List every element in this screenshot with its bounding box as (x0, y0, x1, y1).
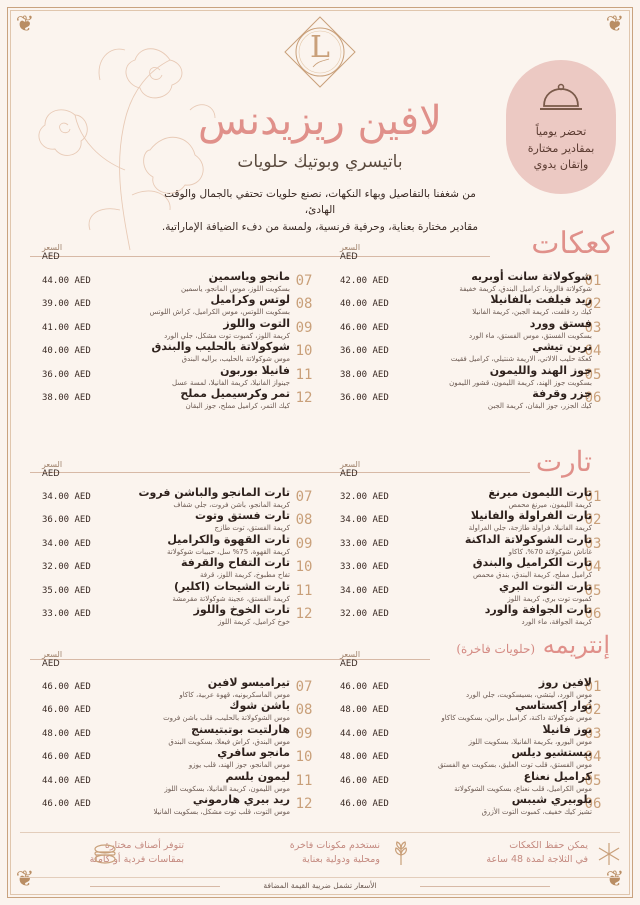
item-number: 04 (584, 559, 602, 576)
item-price: 34.00 AED (42, 538, 91, 549)
feature-line: تتوفر أصناف مختارة (104, 840, 184, 851)
item-number: 04 (584, 343, 602, 360)
item-number: 08 (295, 296, 313, 313)
section-title-cakes: كعكات (531, 226, 614, 261)
item-number: 10 (295, 559, 313, 576)
item-price: 32.00 AED (42, 562, 91, 573)
snowflake-icon (596, 841, 622, 867)
menu-item (0, 387, 640, 413)
item-name: تارت الخوخ واللوز (193, 603, 290, 616)
menu-item (0, 746, 640, 772)
item-number: 12 (295, 390, 313, 406)
item-description: شوكولاتة فالرونا، كراميل البندق، كريمة خفيفة (459, 285, 592, 293)
item-name: التوت واللوز (223, 316, 290, 330)
corner-ornament-icon: ❦ (15, 867, 35, 892)
vat-note: الأسعار تشمل ضريبة القيمة المضافة (263, 881, 377, 890)
item-number: 09 (295, 725, 313, 742)
item-name: تارت الليمون ميرنغ (488, 486, 592, 499)
item-number: 03 (584, 535, 602, 552)
currency-label: AED (42, 659, 60, 669)
badge-line: تحضر يومياً (535, 125, 587, 138)
item-name: هارلتيت بوتبتيسنج (191, 722, 290, 736)
feature-line: بمقاسات فردية أو كاملة (89, 853, 184, 865)
item-price: 36.00 AED (42, 515, 91, 526)
item-description: موس الماسكربونيه، قهوة عربية، كاكاو (179, 691, 290, 699)
item-name: مانجو سافري (217, 746, 290, 760)
item-name: كراميل نعناع (523, 769, 592, 783)
item-description: كريمة المانجو، باشن فروت، جلي شفاف (173, 501, 290, 509)
badge-line: وإتقان يدوي (533, 158, 589, 171)
brand-title: لافين ريزيدنس (198, 98, 442, 144)
macaron-icon (92, 841, 118, 867)
intro-text (150, 186, 490, 235)
item-number: 05 (584, 772, 602, 789)
feature-line: في الثلاجة لمدة 48 ساعة (486, 853, 588, 865)
price-column-header (42, 650, 62, 669)
item-description: خوخ كراميل، كريمة اللوز (217, 618, 290, 626)
item-description: تشيز كيك خفيف، كمبوت التوت الأزرق (481, 808, 592, 816)
item-number: 01 (584, 679, 602, 695)
section-subtitle: (حلويات فاخرة) (456, 642, 536, 656)
item-price: 36.00 AED (340, 393, 389, 403)
item-price: 44.00 AED (340, 728, 389, 739)
item-name: باشن شوك (229, 699, 290, 713)
item-name: شوكولاتة بالحليب والبندق (151, 340, 290, 354)
section-title-text: إنتريمه (542, 631, 610, 659)
logo-letter: L (310, 30, 330, 65)
item-price: 41.00 AED (42, 322, 91, 333)
item-price: 46.00 AED (42, 799, 91, 809)
item-price: 46.00 AED (340, 322, 389, 333)
item-number: 01 (584, 273, 602, 289)
feature-line: يمكن حفظ الكعكات (509, 840, 588, 851)
item-description: موس شوكولاتة بالحليب، براليه البندق (181, 355, 290, 364)
menu-item (0, 270, 640, 296)
price-column-header (340, 650, 360, 669)
price-header-label: السعر (340, 460, 361, 469)
menu-item (0, 723, 640, 749)
item-number: 10 (295, 749, 313, 766)
currency-label: AED (340, 252, 358, 262)
item-description: كيك التمر، كراميل مملح، جوز البقان (185, 402, 290, 410)
item-number: 07 (295, 679, 313, 695)
item-price: 33.00 AED (340, 562, 389, 573)
wheat-icon (388, 841, 414, 867)
currency-label: AED (340, 659, 358, 669)
item-number: 12 (295, 796, 313, 812)
feature-ingredients (230, 839, 380, 873)
menu-item (0, 509, 640, 535)
footer-rule (90, 886, 220, 887)
footer-rule (420, 886, 550, 887)
item-price: 44.00 AED (42, 775, 91, 786)
item-price: 42.00 AED (340, 276, 389, 286)
price-column-header (42, 243, 62, 262)
badge-line: بمقادير مختارة (527, 141, 595, 155)
feature-line: ومحلية ودولية بعناية (302, 853, 380, 865)
item-number: 04 (584, 749, 602, 766)
item-price: 40.00 AED (340, 299, 389, 310)
item-description: كيك الجزر، جوز البقان، كريمة الجبن (487, 402, 592, 410)
menu-item (0, 364, 640, 390)
price-column-header (340, 243, 360, 262)
price-header-label: السعر (340, 243, 361, 252)
item-description: كريمة الجوافة، ماء الورد (521, 618, 592, 626)
section-divider (30, 659, 430, 660)
price-column-header (42, 460, 62, 479)
item-number: 03 (584, 319, 602, 336)
item-description: غاناش شوكولاتة 70%، كاكاو (508, 547, 592, 556)
item-description: كريمة الفستق، توت طازج (214, 524, 290, 533)
brand-subtitle: باتيسري وبوتيك حلويات (237, 152, 403, 172)
menu-item (0, 676, 640, 702)
item-price: 36.00 AED (340, 346, 389, 357)
item-description: موس الكراميل، قلب نعناع، بسكويت الشوكولاتة (454, 784, 592, 793)
item-name: لوتس وكراميل (210, 293, 290, 307)
item-name: تارت المانجو والباشن فروت (138, 486, 290, 499)
item-name: تارت الكراميل والبندق (472, 556, 592, 570)
item-description: بسكويت اللوز، موس المانجو، ياسمين (181, 285, 290, 293)
item-price: 34.00 AED (340, 585, 389, 596)
item-price: 40.00 AED (42, 346, 91, 357)
item-name: لافين روز (538, 676, 592, 689)
item-name: تارت التوت البري (499, 579, 592, 593)
item-description: موس شوكولاتة داكنة، كراميل برالين، بسكويت كاكاو (441, 714, 592, 723)
item-price: 46.00 AED (42, 705, 91, 716)
item-number: 12 (295, 606, 313, 622)
item-number: 11 (295, 772, 313, 789)
item-number: 11 (295, 582, 313, 599)
menu-item (0, 293, 640, 319)
item-number: 09 (295, 535, 313, 552)
item-number: 11 (295, 366, 313, 383)
item-description: كريمة الفانيلا، فراولة طازجة، جلي الفراولة (468, 524, 592, 533)
feature-storage (438, 839, 588, 873)
menu-item (0, 317, 640, 343)
corner-ornament-icon: ❦ (605, 867, 625, 892)
item-name: تارت الشوكولاتة الداكنة (464, 532, 592, 546)
cloche-icon (539, 82, 583, 116)
item-price: 36.00 AED (42, 369, 91, 380)
item-name: تارت الفراولة والفانيلا (470, 509, 592, 523)
item-description: موس المانجو، جوز الهند، قلب يوزو (188, 761, 290, 770)
item-name: نُوار إكستاسي (515, 699, 592, 713)
item-price: 46.00 AED (42, 682, 91, 692)
item-description: موس التوت، قلب توت مشكل، بسكويت الفانيلا (153, 808, 290, 816)
item-name: ريد فيلفت بالفانيلا (490, 293, 592, 307)
item-description: كريمة الليمون، ميرنغ محمص (508, 501, 592, 509)
item-number: 09 (295, 319, 313, 336)
item-number: 02 (584, 512, 602, 529)
item-number: 01 (584, 489, 602, 505)
item-description: كريمة القهوة، 75% سل، حبيبات شوكولاتة (167, 547, 290, 556)
item-name: تارت الشيحات (اكلير) (173, 579, 290, 593)
item-number: 07 (295, 273, 313, 289)
item-price: 48.00 AED (42, 728, 91, 739)
item-description: كمبوت توت بري، كريمة اللوز (507, 594, 592, 603)
item-name: ليمون بلسم (225, 769, 290, 783)
item-description: موس الليمون، كريمة الفانيلا، بسكويت اللوز (164, 784, 290, 793)
intro-line: مقادير مختارة بعناية، وحرفية فرنسية، ولمسة من دفء الضيافة الإماراتية. (161, 220, 479, 233)
currency-label: AED (340, 469, 358, 479)
price-header-label: السعر (340, 650, 361, 659)
item-name: مانجو وياسمين (208, 270, 290, 283)
item-description: موس البندق، كراش فيعلا، بسكويت البندق (168, 737, 290, 746)
item-name: تارت القهوة والكراميل (167, 532, 290, 546)
item-price: 46.00 AED (42, 752, 91, 763)
item-number: 06 (584, 796, 602, 812)
item-price: 35.00 AED (42, 585, 91, 596)
item-name: تارت فستق وتوت (194, 509, 290, 523)
item-number: 05 (584, 582, 602, 599)
item-description: جينواز الفانيلا، كريمة الفانيلا، لمسة عسل (172, 378, 290, 387)
price-header-label: السعر (42, 460, 63, 469)
item-number: 06 (584, 606, 602, 622)
price-column-header (340, 460, 360, 479)
menu-item (0, 580, 640, 606)
item-description: بسكويت اللوتس، موس الكراميل، كراش اللوتس (149, 308, 290, 317)
item-price: 34.00 AED (340, 515, 389, 526)
item-name: تمر وكرسيميل مملح (180, 387, 290, 400)
item-name: جوز الهند والليمون (489, 363, 592, 377)
item-number: 05 (584, 366, 602, 383)
item-name: فستق وورد (529, 316, 592, 330)
currency-label: AED (42, 252, 60, 262)
item-number: 02 (584, 296, 602, 313)
menu-item (0, 699, 640, 725)
item-name: تارت الجوافة والورد (484, 603, 592, 616)
item-number: 08 (295, 702, 313, 719)
item-price: 46.00 AED (340, 682, 389, 692)
item-number: 07 (295, 489, 313, 505)
item-price: 48.00 AED (340, 752, 389, 763)
item-description: كيك رد فلفت، كريمة الجبن، كريمة الفانيلا (472, 308, 592, 317)
item-price: 33.00 AED (42, 609, 91, 619)
item-description: كريمة اللوز، كمبوت توت مشكل، جلي الورد (164, 331, 290, 340)
section-divider (30, 256, 490, 257)
item-name: ترين تيشي (532, 340, 592, 354)
menu-item (0, 770, 640, 796)
price-header-label: السعر (42, 650, 63, 659)
section-title-tarts: تارت (535, 445, 592, 478)
item-price: 38.00 AED (340, 369, 389, 380)
item-description: بسكويت الفستق، موس الفستق، ماء الورد (468, 331, 592, 340)
item-price: 33.00 AED (340, 538, 389, 549)
section-title-entremets (456, 631, 610, 659)
corner-ornament-icon: ❦ (15, 12, 35, 37)
menu-item (0, 340, 640, 366)
item-description: تفاح مطبوخ، كريمة اللوز، قرفة (200, 571, 290, 580)
item-price: 44.00 AED (42, 276, 91, 286)
item-price: 38.00 AED (42, 393, 91, 403)
section-divider (30, 472, 530, 473)
item-price: 32.00 AED (340, 492, 389, 502)
item-name: بوز فانيلا (542, 722, 592, 736)
item-description: موس الشوكولاتة بالحليب، قلب باشن فروت (163, 714, 290, 723)
item-description: موس اليورو، بكريمة الفانيلا، بسكويت اللوز (468, 737, 592, 746)
item-price: 46.00 AED (340, 799, 389, 809)
item-description: كعكة حليب الالاتي، الاريمة شنتيلي، كراميل فقيت (450, 355, 592, 364)
item-price: 39.00 AED (42, 299, 91, 310)
intro-line: من شغفنا بالتفاصيل وبهاء النكهات، نصنع حلويات تحتفي بالجمال والوقت الهادئ، (164, 188, 476, 217)
item-name: بلوبيري شيبس (511, 793, 592, 806)
item-name: جزر وقرفة (532, 387, 592, 400)
item-number: 02 (584, 702, 602, 719)
item-number: 08 (295, 512, 313, 529)
item-price: 32.00 AED (340, 609, 389, 619)
item-name: ريد بيري هارموني (192, 793, 290, 806)
menu-item (0, 486, 640, 512)
item-number: 06 (584, 390, 602, 406)
features-bar (20, 832, 620, 878)
menu-item (0, 793, 640, 819)
item-name: شوكولاتة سانت أوبريه (471, 270, 592, 283)
currency-label: AED (42, 469, 60, 479)
item-name: تيراميسو لافين (207, 676, 290, 689)
daily-badge (506, 60, 616, 194)
menu-item (0, 533, 640, 559)
item-name: تارت التفاح والقرفة (180, 556, 290, 570)
item-number: 03 (584, 725, 602, 742)
item-name: بيستشيو ديلس (511, 746, 592, 760)
item-description: موس الفستق، قلب توت العليق، بسكويت مع الفستق (437, 761, 592, 770)
menu-item (0, 556, 640, 582)
item-description: كراميل مملح، كريمة البندق، بندق محمص (473, 571, 592, 580)
item-number: 10 (295, 343, 313, 360)
item-description: بسكويت جوز الهند، كريمة الليمون، قشور الليمون (449, 378, 592, 387)
item-description: كريمة الفستق، عجينة شوكولاتة مقرمشة (172, 594, 290, 603)
feature-line: نستخدم مكونات فاخرة (289, 840, 380, 851)
item-price: 34.00 AED (42, 492, 91, 502)
item-description: موس الورد، ليتشي، بسيسكويت، جلي الورد (466, 691, 592, 699)
price-header-label: السعر (42, 243, 63, 252)
menu-item (0, 603, 640, 629)
item-price: 48.00 AED (340, 705, 389, 716)
item-price: 46.00 AED (340, 775, 389, 786)
item-name: فانيلا بوربون (220, 363, 290, 377)
corner-ornament-icon: ❦ (605, 12, 625, 37)
